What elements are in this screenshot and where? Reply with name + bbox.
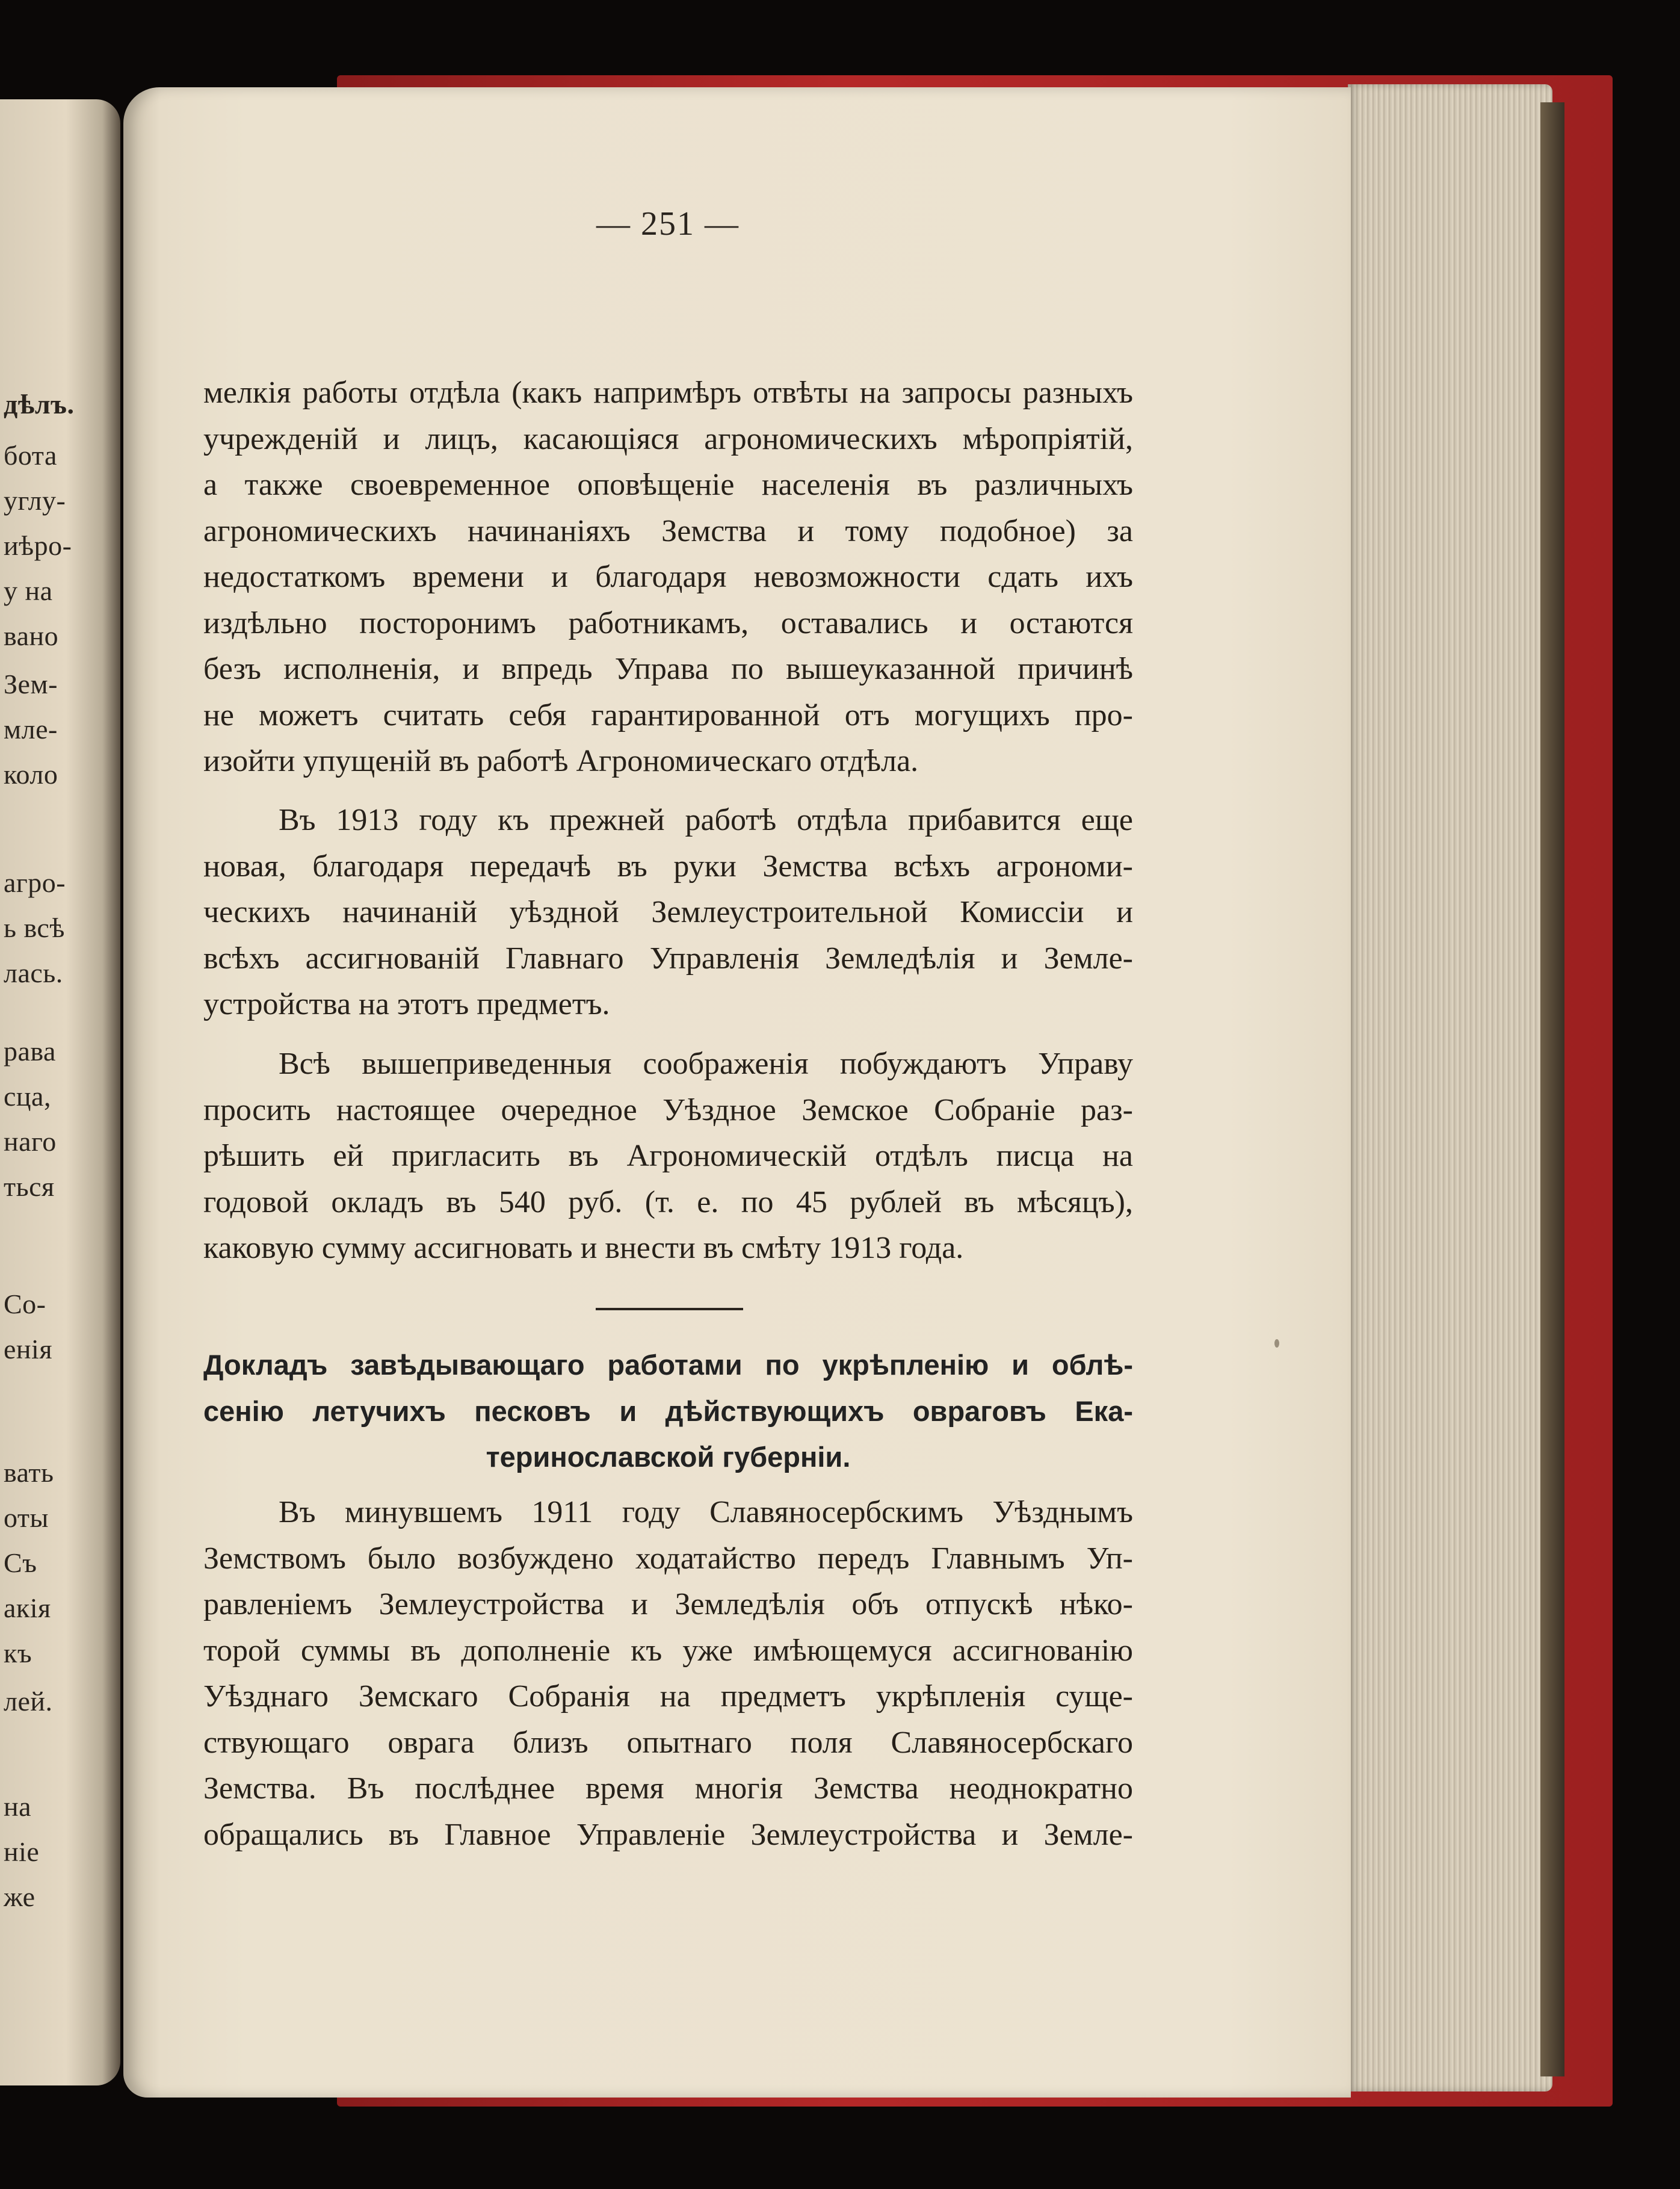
section-heading [203, 1342, 1133, 1481]
left-page-fragment: дѣлъ. [4, 389, 75, 420]
left-page-fragment: наго [4, 1126, 57, 1157]
left-page-fragment: лей. [4, 1686, 53, 1717]
left-page-fragment: лась. [4, 958, 63, 988]
text-line: безъ исполненія, и впредь Управа по вышеуказанной причинѣ [203, 652, 1133, 686]
left-page-fragment: мле- [4, 714, 58, 745]
text-line: Въ минувшемъ 1911 году Славяносербскимъ Уѣзднымъ [279, 1495, 1133, 1529]
text-line: Уѣзднаго Земскаго Собранія на предметъ укрѣпленія суще- [203, 1679, 1133, 1714]
previous-page [0, 99, 120, 2085]
text-line: Земства. Въ послѣднее время многія Земства неоднократно [203, 1771, 1133, 1806]
left-page-fragment: ться [4, 1171, 55, 1202]
text-line: новая, благодаря передачѣ въ руки Земства всѣхъ агрономи- [203, 849, 1133, 884]
left-page-fragment: же [4, 1881, 36, 1912]
paragraph-1 [203, 370, 1133, 785]
left-page-fragment: къ [4, 1638, 32, 1668]
text-line: мелкія работы отдѣла (какъ напримѣръ отвѣты на запросы разныхъ [203, 376, 1133, 410]
text-line: всѣхъ ассигнованій Главнаго Управленія Земледѣлія и Земле- [203, 941, 1133, 976]
left-page-fragment: Съ [4, 1547, 37, 1578]
text-line: каковую сумму ассигновать и внести въ смѣту 1913 года. [203, 1231, 964, 1265]
left-page-fragment: вать [4, 1457, 54, 1488]
text-line: издѣльно посторонимъ работникамъ, оставались и остаются [203, 605, 1133, 640]
text-line: торой суммы въ дополненіе къ уже имѣющемуся ассигнованію [203, 1633, 1133, 1668]
left-page-fragment: Со- [4, 1289, 46, 1319]
text-line: ствующаго оврага близъ опытнаго поля Славяносербскаго [203, 1725, 1133, 1760]
page-block-edges [1348, 84, 1552, 2091]
text-line: Въ 1913 году къ прежней работѣ отдѣла прибавится еще [279, 803, 1133, 837]
left-page-fragment: коло [4, 759, 58, 790]
heading-line: Докладъ завѣдывающаго работами по укрѣпленію и облѣ- [203, 1349, 1133, 1381]
page-edge-shadow [1540, 102, 1564, 2076]
left-page-fragment: енія [4, 1334, 52, 1364]
text-line: просить настоящее очередное Уѣздное Земское Собраніе раз- [203, 1092, 1133, 1127]
heading-line: сенію летучихъ песковъ и дѣйствующихъ овраговъ Ека- [203, 1395, 1133, 1427]
left-page-fragment: ь всѣ [4, 912, 65, 943]
text-line: изойти упущеній въ работѣ Агрономическаго отдѣла. [203, 744, 919, 778]
paragraph-4 [203, 1490, 1133, 1858]
left-page-fragment: бота [4, 440, 57, 471]
left-page-fragment: рава [4, 1036, 56, 1067]
left-page-fragment: углу- [4, 485, 66, 516]
text-line: учрежденій и лицъ, касающіяся агрономическихъ мѣропріятій, [203, 421, 1133, 456]
paper-spot [1274, 1339, 1279, 1348]
text-line: обращались въ Главное Управленіе Землеустройства и Земле- [203, 1817, 1133, 1852]
section-divider [596, 1308, 743, 1310]
text-line: а также своевременное оповѣщеніе населенія въ различныхъ [203, 468, 1133, 502]
left-page-fragment: сца, [4, 1081, 51, 1112]
text-line: устройства на этотъ предметъ. [203, 987, 610, 1021]
left-page-fragment: агро- [4, 867, 66, 898]
text-line: не можетъ считать себя гарантированной отъ могущихъ про- [203, 698, 1133, 732]
left-page-fragment: акія [4, 1593, 51, 1623]
left-page-fragment: оты [4, 1502, 49, 1533]
text-line: Земствомъ было возбуждено ходатайство передъ Главнымъ Уп- [203, 1541, 1133, 1576]
heading-line: теринославской губерніи. [486, 1441, 851, 1473]
text-line: агрономическихъ начинаніяхъ Земства и тому подобное) за [203, 513, 1133, 548]
text-line: рѣшить ей пригласить въ Агрономическій отдѣлъ писца на [203, 1139, 1133, 1173]
text-line: недостаткомъ времени и благодаря невозможности сдать ихъ [203, 560, 1133, 594]
text-line: годовой окладъ въ 540 руб. (т. е. по 45 рублей въ мѣсяцъ), [203, 1184, 1133, 1219]
paragraph-2 [203, 797, 1133, 1028]
left-page-fragment: вано [4, 621, 59, 651]
page-number: — 251 — [596, 205, 740, 243]
left-page-fragment: Зем- [4, 669, 58, 699]
left-page-fragment: иѣро- [4, 530, 72, 561]
text-line: равленіемъ Землеустройства и Земледѣлія объ отпускѣ нѣко- [203, 1587, 1133, 1621]
left-page-fragment: на [4, 1791, 32, 1822]
text-line: Всѣ вышеприведенныя соображенія побуждаютъ Управу [279, 1047, 1133, 1081]
text-line: ческихъ начинаній уѣздной Землеустроительной Комиссіи и [203, 895, 1133, 929]
left-page-fragment: ніе [4, 1836, 40, 1867]
paragraph-3 [203, 1041, 1133, 1272]
left-page-fragment: у на [4, 575, 53, 606]
